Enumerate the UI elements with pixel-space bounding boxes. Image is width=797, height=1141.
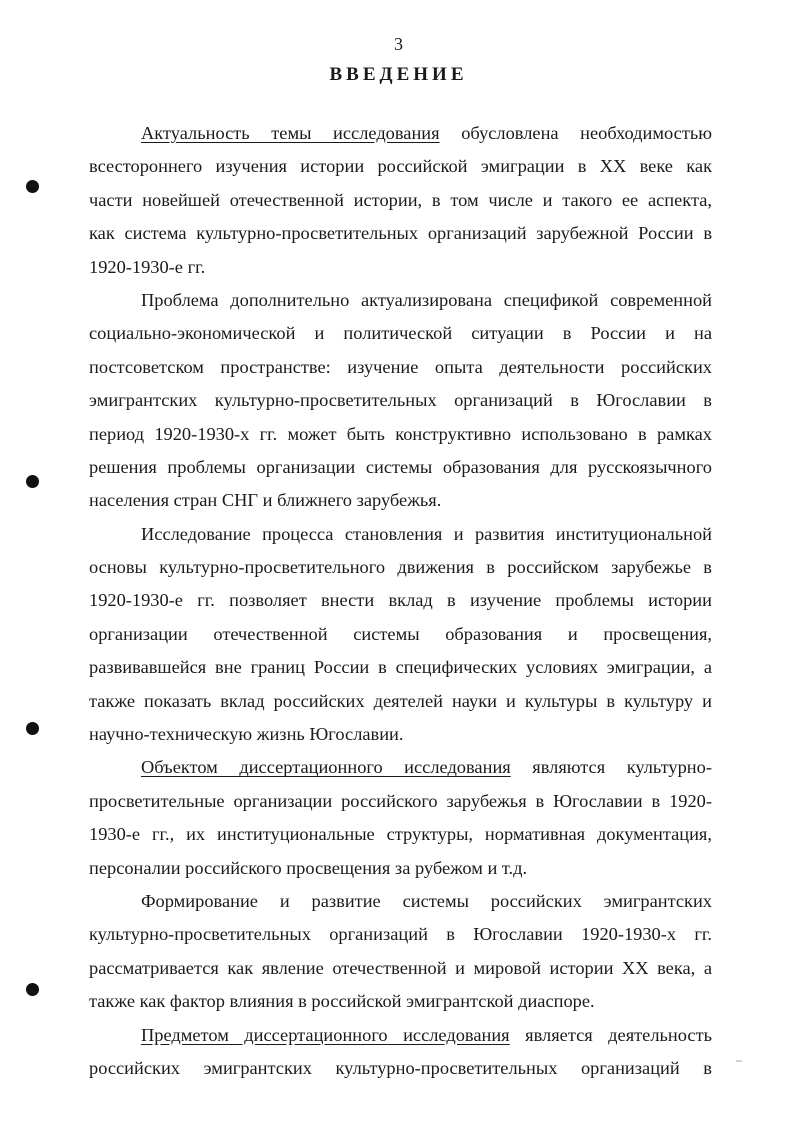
text-line: рассматривается как явление отечественной и мировой истории XX века, а <box>89 957 712 978</box>
underlined-term: Актуальность темы исследования <box>141 123 440 143</box>
paragraph-first-line: Предметом диссертационного исследования является деятельность <box>141 1024 712 1045</box>
text-line: социально-экономической и политической ситуации в России и на <box>89 323 712 344</box>
text-line: также показать вклад российских деятелей науки и культуры в культуру и <box>89 690 712 711</box>
page-title: ВВЕДЕНИЕ <box>329 64 468 85</box>
paragraph-first-line: Объектом диссертационного исследования являются культурно- <box>141 757 712 778</box>
text-line: период 1920-1930-х гг. может быть конструктивно использовано в рамках <box>89 423 712 444</box>
body-text <box>89 117 712 1085</box>
text-line: 1930-е гг., их институциональные структуры, нормативная документация, <box>89 824 712 845</box>
text-line: как система культурно-просветительных организаций зарубежной России в <box>89 223 712 244</box>
punch-hole <box>26 180 39 193</box>
text-line: также как фактор влияния в российской эмигрантской диаспоре. <box>89 991 595 1012</box>
paragraph-first-line: Проблема дополнительно актуализирована спецификой современной <box>141 289 712 310</box>
text-line: просветительные организации российского зарубежья в Югославии в 1920- <box>89 790 712 811</box>
text-line: культурно-просветительных организаций в Югославии 1920-1930-х гг. <box>89 924 712 945</box>
punch-hole <box>26 722 39 735</box>
text-line: постсоветском пространстве: изучение опыта деятельности российских <box>89 356 712 377</box>
paragraph-first-line: Актуальность темы исследования обусловлена необходимостью <box>141 123 712 143</box>
text-line: российских эмигрантских культурно-просветительных организаций в <box>89 1057 712 1078</box>
page-number: 3 <box>394 34 403 54</box>
text-line: организации отечественной системы образования и просвещения, <box>89 623 712 644</box>
text-line: решения проблемы организации системы образования для русскоязычного <box>89 456 712 477</box>
underlined-term: Предметом диссертационного исследования <box>141 1024 510 1045</box>
text-line: эмигрантских культурно-просветительных организаций в Югославии в <box>89 390 712 411</box>
text-line: всестороннего изучения истории российской эмиграции в XX веке как <box>89 156 712 177</box>
text-line: 1920-1930-е гг. позволяет внести вклад в изучение проблемы истории <box>89 590 712 611</box>
text-line: части новейшей отечественной истории, в том числе и такого ее аспекта, <box>89 189 712 210</box>
text-line: развивавшейся вне границ России в специфических условиях эмиграции, а <box>89 657 712 678</box>
punch-hole <box>26 983 39 996</box>
paragraph-first-line: Исследование процесса становления и развития институциональной <box>141 523 712 544</box>
paragraph-first-line: Формирование и развитие системы российских эмигрантских <box>141 890 712 911</box>
text-line: персоналии российского просвещения за рубежом и т.д. <box>89 857 528 878</box>
text-line: научно-техническую жизнь Югославии. <box>89 724 404 745</box>
underlined-term: Объектом диссертационного исследования <box>141 757 511 778</box>
text-line: населения стран СНГ и ближнего зарубежья. <box>89 490 442 511</box>
text-line: основы культурно-просветительного движения в российском зарубежье в <box>89 557 712 578</box>
punch-hole <box>26 475 39 488</box>
text-line: 1920-1930-е гг. <box>89 256 206 277</box>
scan-mark <box>736 1060 742 1062</box>
